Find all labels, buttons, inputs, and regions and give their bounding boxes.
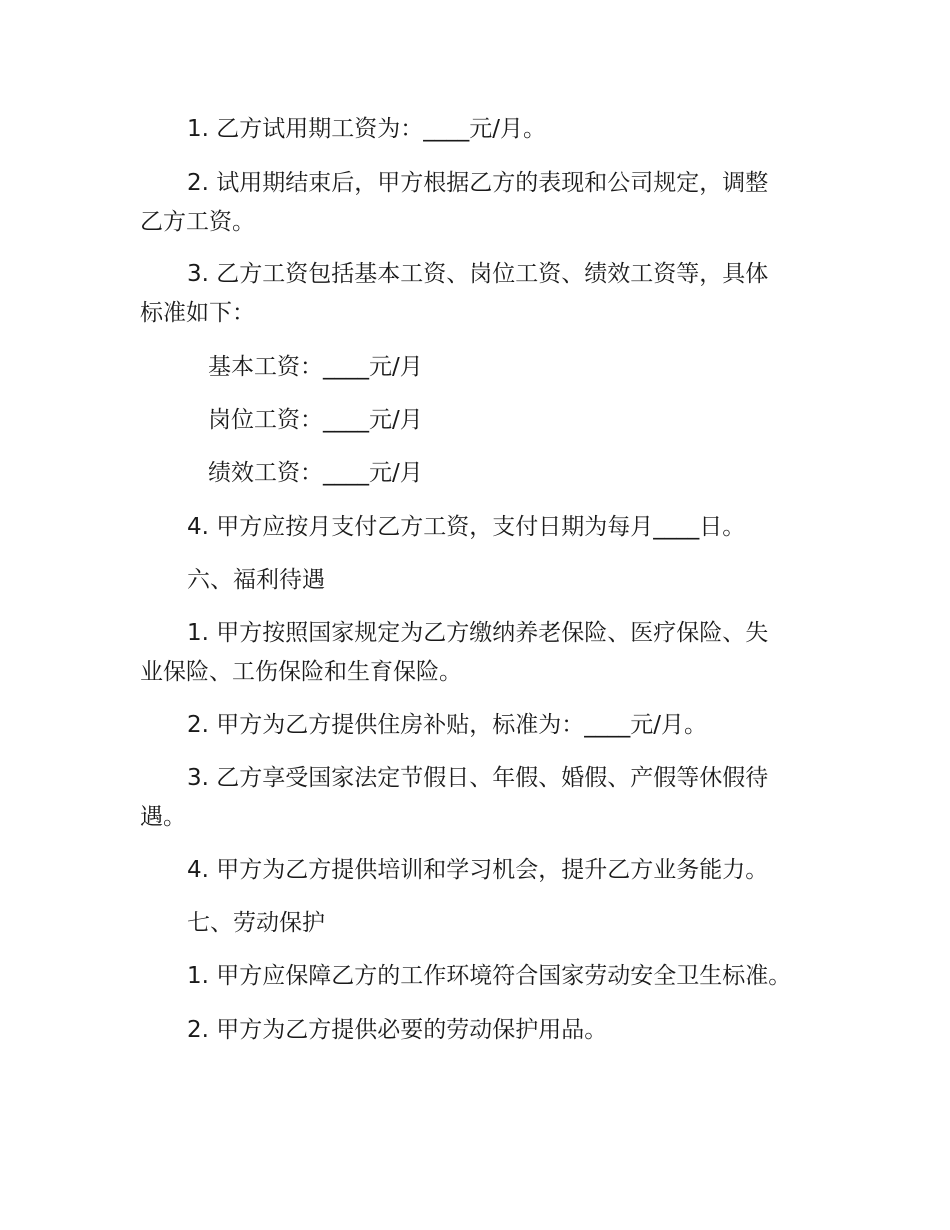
benefit-item-1-cont: 业保险、工伤保险和生育保险。 [140,659,462,685]
salary-item-2: 2. 试用期结束后，甲方根据乙方的表现和公司规定，调整 [187,170,769,196]
salary-item-1: 1. 乙方试用期工资为：____元/月。 [187,116,547,142]
position-salary-line: 岗位工资：____元/月 [208,407,423,433]
protection-item-2: 2. 甲方为乙方提供必要的劳动保护用品。 [187,1017,608,1043]
benefit-item-2: 2. 甲方为乙方提供住房补贴，标准为：____元/月。 [187,712,708,738]
benefit-item-4: 4. 甲方为乙方提供培训和学习机会，提升乙方业务能力。 [187,857,769,883]
benefit-item-3-cont: 遇。 [140,804,186,830]
benefit-item-3: 3. 乙方享受国家法定节假日、年假、婚假、产假等休假待 [187,765,769,791]
benefit-item-1: 1. 甲方按照国家规定为乙方缴纳养老保险、医疗保险、失 [187,620,769,646]
salary-item-4: 4. 甲方应按月支付乙方工资，支付日期为每月____日。 [187,514,746,540]
section-heading-labor-protection: 七、劳动保护 [187,910,325,936]
base-salary-line: 基本工资：____元/月 [208,354,423,380]
salary-item-3: 3. 乙方工资包括基本工资、岗位工资、绩效工资等，具体 [187,261,769,287]
salary-item-3-cont: 标准如下： [140,300,255,326]
performance-salary-line: 绩效工资：____元/月 [208,460,423,486]
section-heading-benefits: 六、福利待遇 [187,567,325,593]
salary-item-2-cont: 乙方工资。 [140,209,255,235]
protection-item-1: 1. 甲方应保障乙方的工作环境符合国家劳动安全卫生标准。 [187,963,792,989]
